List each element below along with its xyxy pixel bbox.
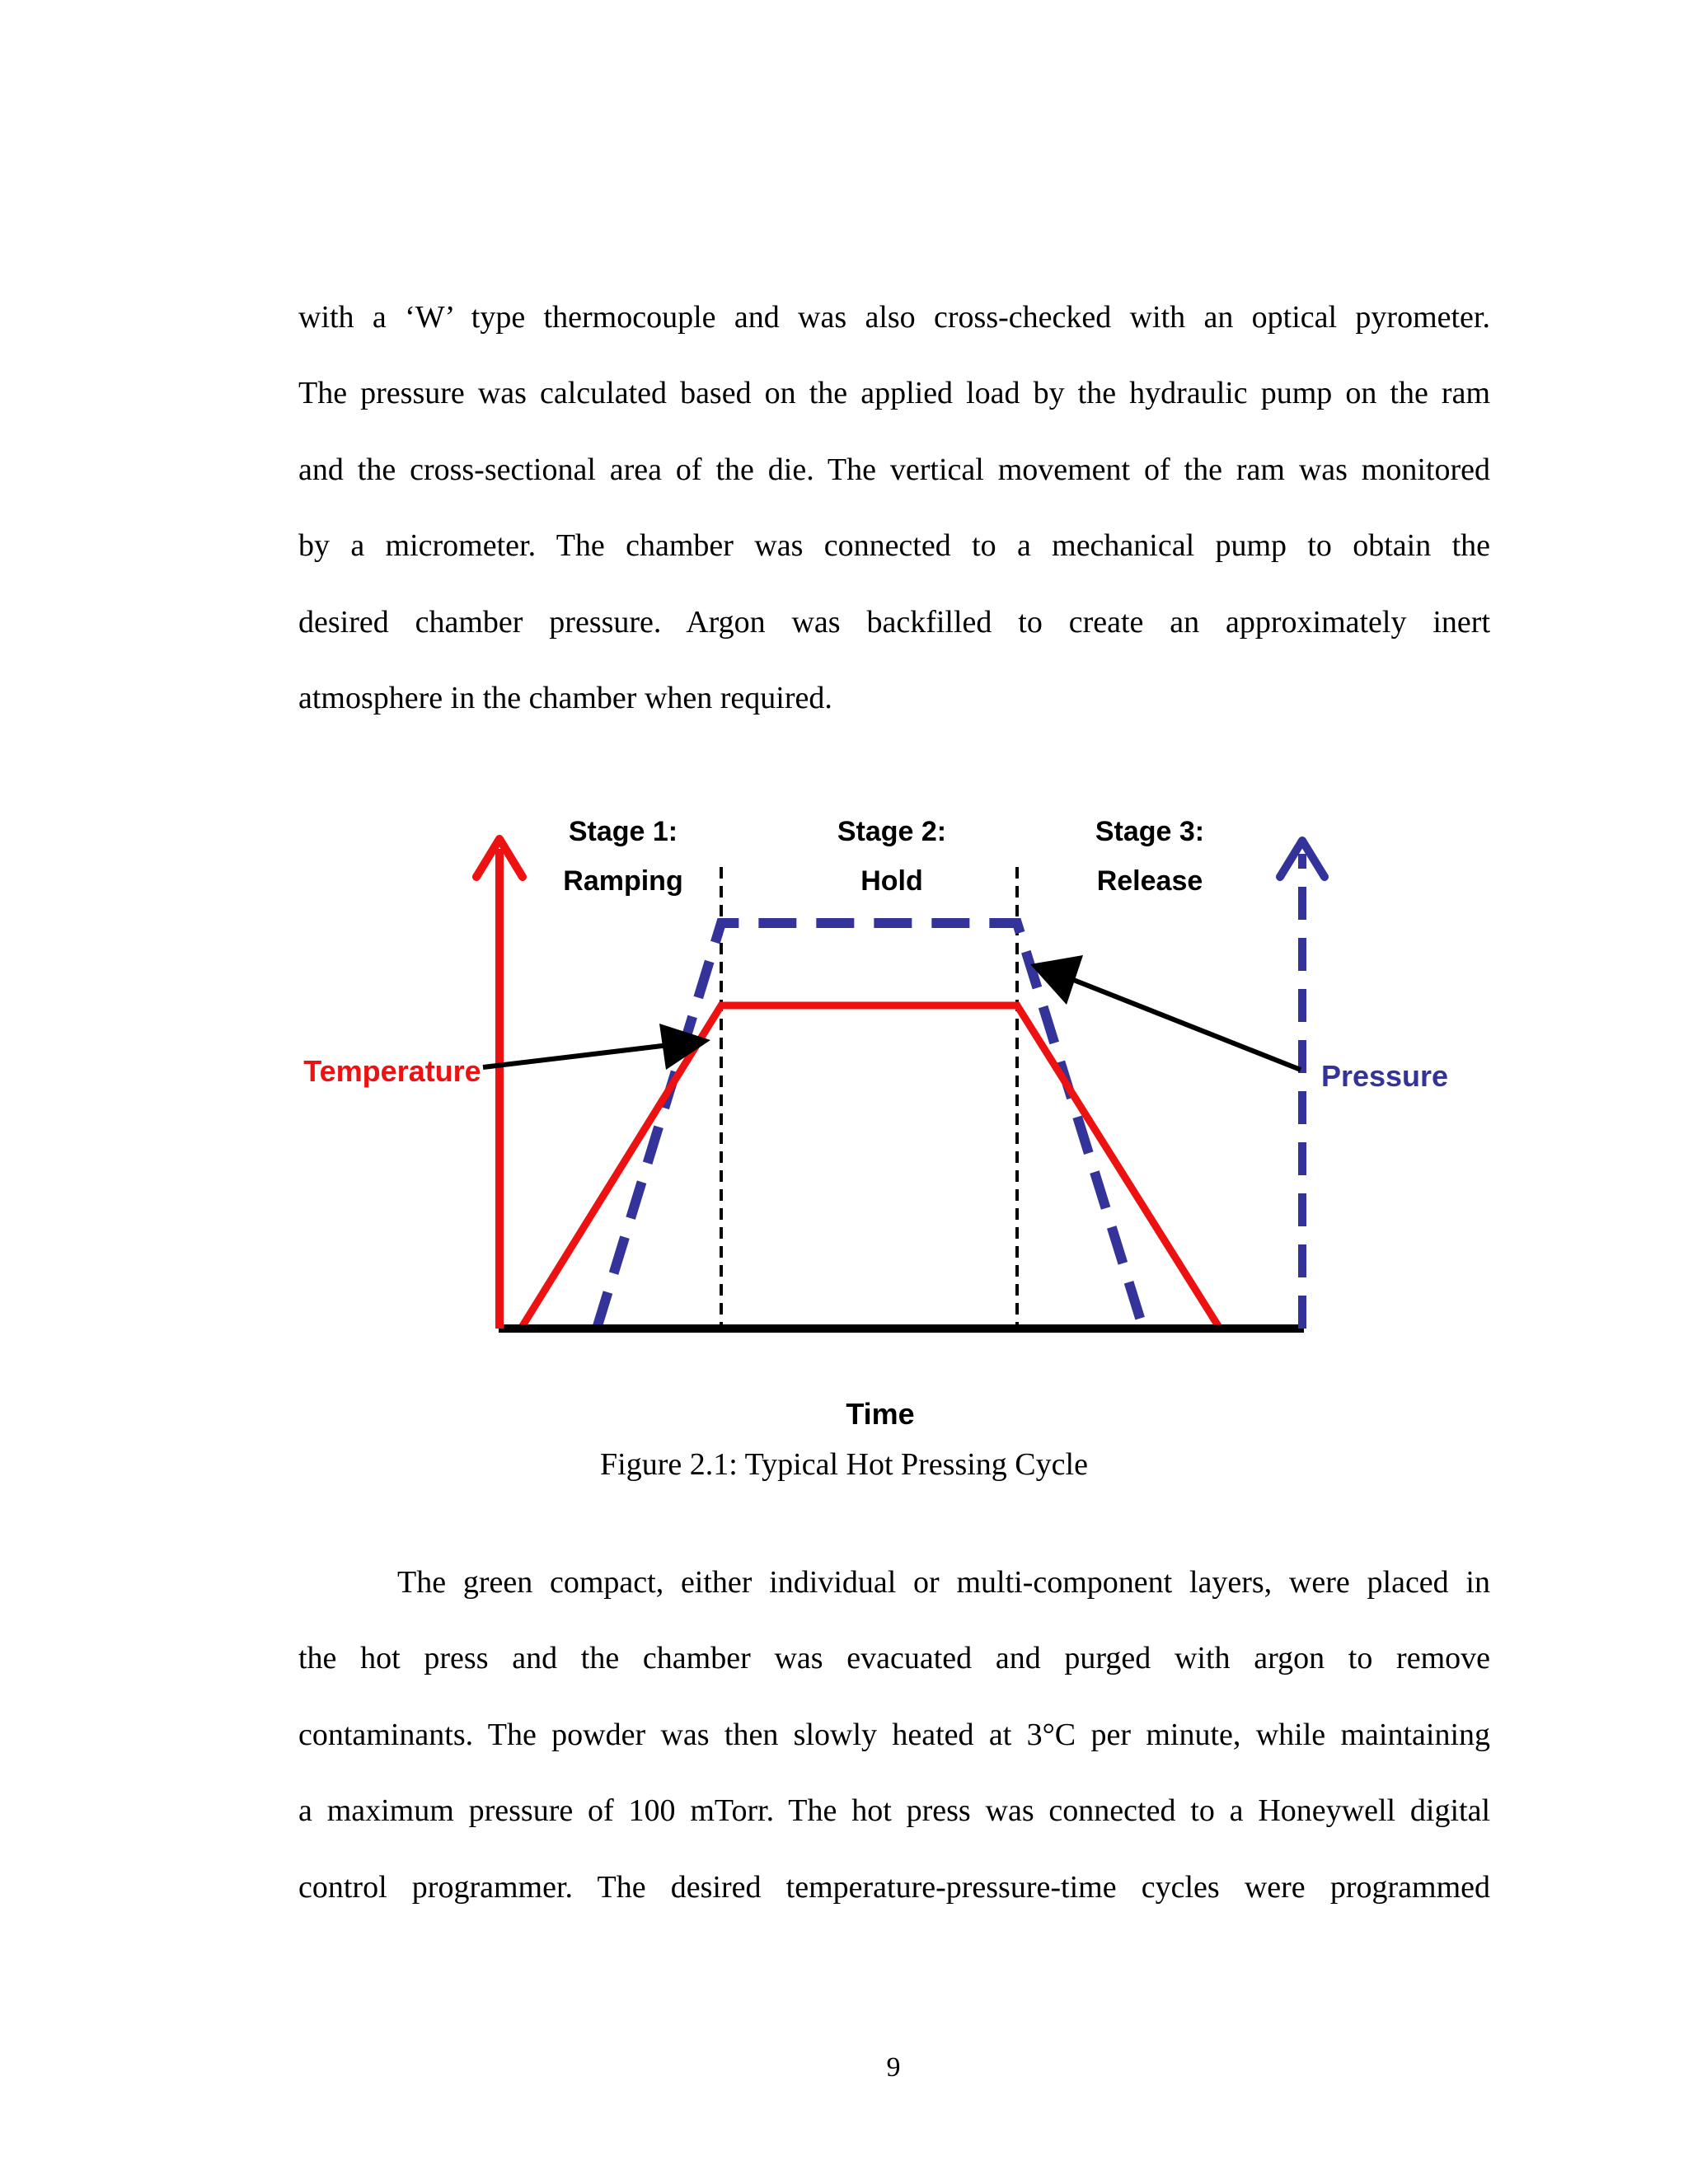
temperature-pointer-line: [483, 1044, 676, 1067]
paragraph-2: [298, 1544, 1490, 1925]
text-line: atmosphere in the chamber when required.: [298, 680, 832, 715]
text-line: desired chamber pressure. Argon was backfilled to create an approximately inert: [298, 604, 1490, 640]
text-line: contaminants. The powder was then slowly heated at 3°C per minute, while maintaining: [298, 1717, 1490, 1752]
text-line: with a ‘W’ type thermocouple and was also cross-checked with an optical pyrometer.: [298, 300, 1490, 335]
pressure-pointer-line: [1071, 979, 1301, 1070]
pressure-label: Pressure: [1320, 1059, 1449, 1093]
text-line: The pressure was calculated based on the applied load by the hydraulic pump on the ram: [298, 376, 1490, 411]
text-line: by a micrometer. The chamber was connected to a mechanical pump to obtain the: [298, 528, 1490, 564]
stage-1-name: Ramping: [563, 865, 683, 897]
text-line: and the cross-sectional area of the die. The vertical movement of the ram was monitored: [298, 452, 1490, 487]
text-line: The green compact, either individual or multi-component layers, were placed in: [397, 1565, 1490, 1600]
page-number: 9: [886, 2052, 901, 2083]
stage-3-name: Release: [1096, 865, 1203, 897]
text-line: the hot press and the chamber was evacuated and purged with argon to remove: [298, 1641, 1490, 1676]
stage-2-name: Hold: [860, 865, 923, 897]
stage-3-title: Stage 3:: [1095, 816, 1205, 847]
text-line: control programmer. The desired temperature-pressure-time cycles were programmed: [298, 1869, 1490, 1905]
temperature-label: Temperature: [303, 1054, 481, 1088]
text-line: a maximum pressure of 100 mTorr. The hot press was connected to a Honeywell digital: [298, 1793, 1490, 1829]
figure-caption: Figure 2.1: Typical Hot Pressing Cycle: [600, 1447, 1088, 1482]
stage-2-title: Stage 2:: [837, 816, 947, 847]
time-label: Time: [846, 1397, 915, 1431]
stage-1-title: Stage 1:: [568, 816, 678, 847]
temperature-curve: [521, 1005, 1220, 1329]
